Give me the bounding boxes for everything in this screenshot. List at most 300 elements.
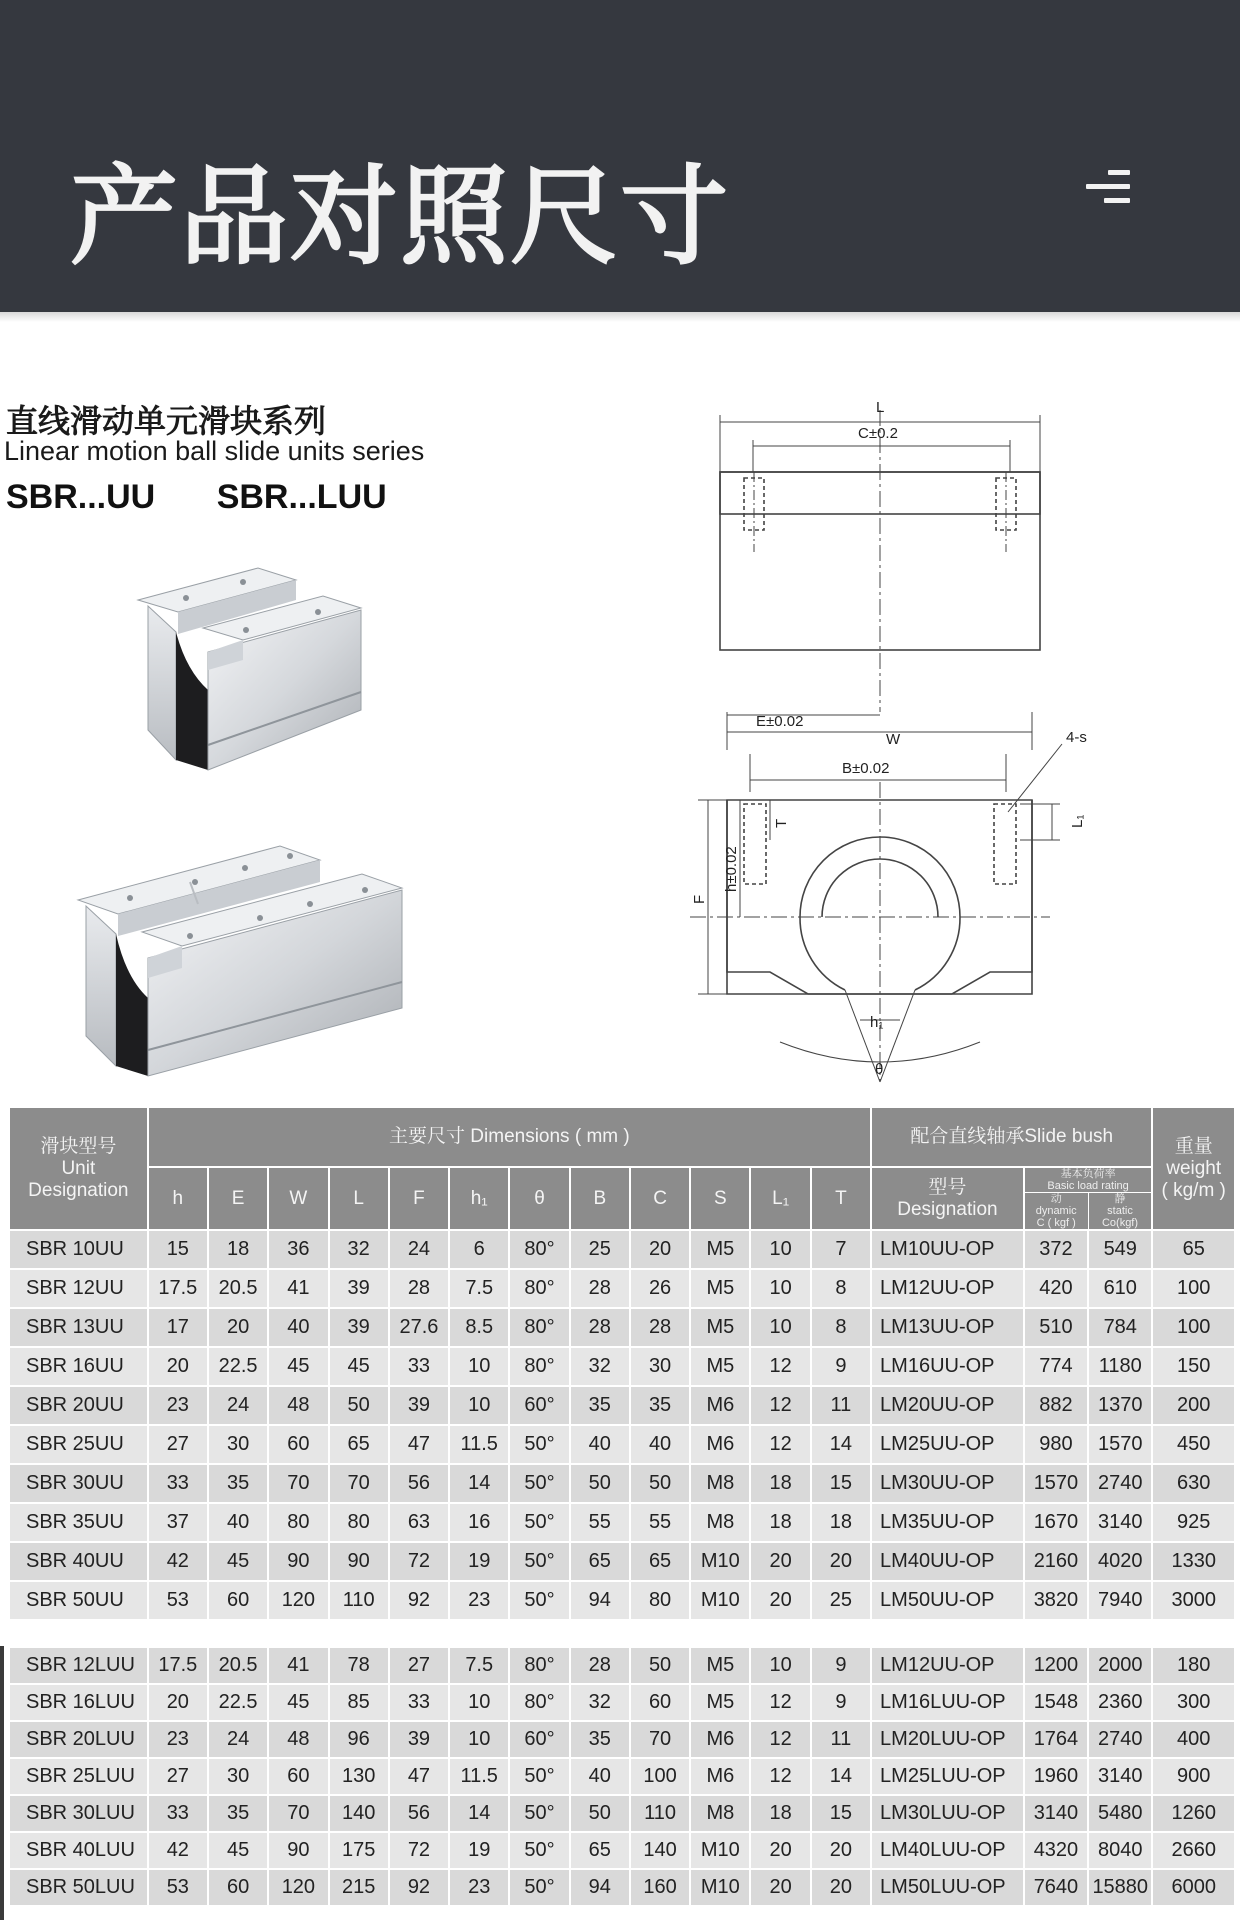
table-row-luu (9, 1758, 1235, 1795)
table-cell: 80° (509, 1230, 569, 1269)
table-cell: 35 (208, 1464, 268, 1503)
col-load-rating: 基本负荷率 Basic load rating 动 dynamic C ( kgf ) 静 static Co(kgf) (1024, 1167, 1153, 1230)
col-dynamic: 动 dynamic C ( kgf ) (1025, 1193, 1089, 1229)
dim-W: W (886, 731, 901, 748)
product-image-sbr-luu (70, 838, 410, 1078)
product-image-sbr-uu (128, 560, 368, 780)
table-cell: 65 (329, 1425, 389, 1464)
bush-designation-cell: LM40LUU-OP (871, 1832, 1024, 1869)
table-cell: 60 (208, 1581, 268, 1620)
bush-designation-cell: LM12UU-OP (871, 1647, 1024, 1684)
col-S: S (690, 1167, 750, 1230)
unit-designation-cell: SBR 16UU (9, 1347, 148, 1386)
table-cell: 42 (148, 1832, 208, 1869)
bush-designation-cell: LM30UU-OP (871, 1464, 1024, 1503)
table-cell: 14 (449, 1795, 509, 1832)
table-cell: 20 (811, 1832, 871, 1869)
table-cell: 85 (329, 1684, 389, 1721)
table-cell: 63 (389, 1503, 449, 1542)
table-cell: 50° (509, 1758, 569, 1795)
table-cell: 300 (1152, 1684, 1235, 1721)
table-cell: 100 (630, 1758, 690, 1795)
table-cell: 80 (630, 1581, 690, 1620)
table-cell: 42 (148, 1542, 208, 1581)
table-cell: M5 (690, 1684, 750, 1721)
table-cell: 30 (208, 1758, 268, 1795)
header-dimensions: 主要尺寸 Dimensions ( mm ) (148, 1107, 871, 1167)
table-cell: 50 (630, 1647, 690, 1684)
table-cell: 15880 (1088, 1869, 1152, 1906)
table-cell: 882 (1024, 1386, 1088, 1425)
table-cell: 3820 (1024, 1581, 1088, 1620)
table-cell: 18 (750, 1464, 810, 1503)
series-models (6, 478, 439, 517)
dim-h: h±0.02 (723, 846, 740, 892)
table-row-uu (9, 1542, 1235, 1581)
table-row-luu (9, 1721, 1235, 1758)
bush-designation-cell: LM30LUU-OP (871, 1795, 1024, 1832)
bush-designation-cell: LM13UU-OP (871, 1308, 1024, 1347)
table-cell: 32 (329, 1230, 389, 1269)
table-cell: 35 (570, 1386, 630, 1425)
table-cell: 19 (449, 1542, 509, 1581)
table-cell: 16 (449, 1503, 509, 1542)
table-row-uu (9, 1464, 1235, 1503)
table-cell: 20 (750, 1869, 810, 1906)
table-cell: 33 (389, 1347, 449, 1386)
table-cell: 50° (509, 1795, 569, 1832)
col-F: F (389, 1167, 449, 1230)
unit-designation-cell: SBR 25LUU (9, 1758, 148, 1795)
table-cell: 120 (268, 1581, 328, 1620)
table-cell: 10 (449, 1684, 509, 1721)
table-cell: M10 (690, 1832, 750, 1869)
table-cell: 50° (509, 1425, 569, 1464)
table-cell: 160 (630, 1869, 690, 1906)
table-cell: 60° (509, 1386, 569, 1425)
table-cell: 23 (449, 1869, 509, 1906)
table-cell: 28 (570, 1269, 630, 1308)
col-C: C (630, 1167, 690, 1230)
table-cell: 1370 (1088, 1386, 1152, 1425)
table-cell: 7.5 (449, 1269, 509, 1308)
table-cell: 40 (268, 1308, 328, 1347)
table-cell: 20 (148, 1684, 208, 1721)
table-cell: 41 (268, 1647, 328, 1684)
table-cell: 56 (389, 1464, 449, 1503)
table-cell: 33 (389, 1684, 449, 1721)
dim-B: B±0.02 (842, 760, 890, 777)
table-cell: 39 (329, 1308, 389, 1347)
table-cell: 4020 (1088, 1542, 1152, 1581)
table-cell: 5480 (1088, 1795, 1152, 1832)
table-cell: 39 (389, 1721, 449, 1758)
table-cell: 11.5 (449, 1425, 509, 1464)
table-cell: 27.6 (389, 1308, 449, 1347)
table-cell: 40 (630, 1425, 690, 1464)
table-cell: 1200 (1024, 1647, 1088, 1684)
table-cell: 80° (509, 1647, 569, 1684)
table-cell: 17.5 (148, 1647, 208, 1684)
table-cell: 9 (811, 1684, 871, 1721)
col-E: E (208, 1167, 268, 1230)
table-cell: 60 (630, 1684, 690, 1721)
table-cell: 50° (509, 1869, 569, 1906)
table-cell: 90 (329, 1542, 389, 1581)
table-cell: 50° (509, 1832, 569, 1869)
table-cell: 45 (268, 1347, 328, 1386)
unit-designation-cell: SBR 50UU (9, 1581, 148, 1620)
table-cell: 60° (509, 1721, 569, 1758)
table-cell: 50 (570, 1795, 630, 1832)
bush-designation-cell: LM25LUU-OP (871, 1758, 1024, 1795)
header-unit-designation: 滑块型号 Unit Designation (9, 1107, 148, 1230)
bush-designation-cell: LM25UU-OP (871, 1425, 1024, 1464)
table-cell: M5 (690, 1230, 750, 1269)
dim-E: E±0.02 (756, 713, 804, 730)
table-cell: 23 (148, 1386, 208, 1425)
unit-designation-cell: SBR 12UU (9, 1269, 148, 1308)
table-cell: 45 (329, 1347, 389, 1386)
table-row-luu (9, 1832, 1235, 1869)
table-cell: 18 (750, 1503, 810, 1542)
menu-icon[interactable] (1082, 170, 1130, 206)
table-row-uu (9, 1347, 1235, 1386)
table-cell: 39 (389, 1386, 449, 1425)
bush-designation-cell: LM50UU-OP (871, 1581, 1024, 1620)
table-cell: 14 (811, 1425, 871, 1464)
unit-designation-cell: SBR 30UU (9, 1464, 148, 1503)
table-cell: M6 (690, 1425, 750, 1464)
table-cell: 7940 (1088, 1581, 1152, 1620)
table-cell: 610 (1088, 1269, 1152, 1308)
table-cell: 72 (389, 1542, 449, 1581)
table-cell: 50° (509, 1542, 569, 1581)
table-cell: 10 (750, 1647, 810, 1684)
header-slide-bush: 配合直线轴承Slide bush (871, 1107, 1152, 1167)
table-cell: 18 (750, 1795, 810, 1832)
table-cell: 53 (148, 1869, 208, 1906)
table-cell: 12 (750, 1425, 810, 1464)
table-cell: 14 (811, 1758, 871, 1795)
table-cell: 120 (268, 1869, 328, 1906)
table-cell: 12 (750, 1721, 810, 1758)
bush-designation-cell: LM12UU-OP (871, 1269, 1024, 1308)
table-cell: 420 (1024, 1269, 1088, 1308)
table-cell: 2740 (1088, 1464, 1152, 1503)
table-cell: 55 (630, 1503, 690, 1542)
table-cell: M5 (690, 1269, 750, 1308)
table-cell: 175 (329, 1832, 389, 1869)
table-row-uu (9, 1503, 1235, 1542)
table-row-uu (9, 1230, 1235, 1269)
bush-designation-cell: LM50LUU-OP (871, 1869, 1024, 1906)
table-cell: 33 (148, 1795, 208, 1832)
table-cell: M6 (690, 1721, 750, 1758)
page-title: 产品对照尺寸 (70, 155, 731, 280)
model-uu: SBR...UU (6, 478, 156, 516)
table-cell: 1260 (1152, 1795, 1235, 1832)
table-cell: 90 (268, 1832, 328, 1869)
table-cell: 7.5 (449, 1647, 509, 1684)
table-cell: 215 (329, 1869, 389, 1906)
table-cell: 40 (570, 1758, 630, 1795)
table-cell: 11.5 (449, 1758, 509, 1795)
table-cell: 1764 (1024, 1721, 1088, 1758)
table-cell: 774 (1024, 1347, 1088, 1386)
unit-designation-cell: SBR 20LUU (9, 1721, 148, 1758)
table-cell: M6 (690, 1758, 750, 1795)
table-cell: 24 (208, 1721, 268, 1758)
table-cell: 22.5 (208, 1347, 268, 1386)
table-cell: 70 (268, 1464, 328, 1503)
table-cell: 47 (389, 1758, 449, 1795)
technical-drawing (690, 392, 1210, 1092)
table-cell: 8.5 (449, 1308, 509, 1347)
table-cell: 80 (329, 1503, 389, 1542)
table-cell: 2360 (1088, 1684, 1152, 1721)
unit-designation-cell: SBR 50LUU (9, 1869, 148, 1906)
dim-C: C±0.2 (858, 425, 898, 442)
table-cell: M10 (690, 1869, 750, 1906)
dim-L1: L₁ (1069, 814, 1086, 828)
table-cell: 45 (268, 1684, 328, 1721)
table-cell: 100 (1152, 1308, 1235, 1347)
table-cell: 4320 (1024, 1832, 1088, 1869)
table-cell: 60 (268, 1758, 328, 1795)
table-cell: 32 (570, 1347, 630, 1386)
table-cell: 92 (389, 1869, 449, 1906)
table-cell: 980 (1024, 1425, 1088, 1464)
unit-designation-cell: SBR 16LUU (9, 1684, 148, 1721)
table-cell: 72 (389, 1832, 449, 1869)
table-cell: 37 (148, 1503, 208, 1542)
table-cell: 1548 (1024, 1684, 1088, 1721)
table-cell: 53 (148, 1581, 208, 1620)
table-cell: 110 (630, 1795, 690, 1832)
table-cell: M8 (690, 1795, 750, 1832)
table-cell: 32 (570, 1684, 630, 1721)
table-cell: 6 (449, 1230, 509, 1269)
table-cell: 900 (1152, 1758, 1235, 1795)
table-cell: 18 (811, 1503, 871, 1542)
table-cell: 24 (389, 1230, 449, 1269)
table-cell: 925 (1152, 1503, 1235, 1542)
table-cell: 7 (811, 1230, 871, 1269)
table-cell: 65 (570, 1542, 630, 1581)
table-cell: 11 (811, 1721, 871, 1758)
table-cell: 27 (389, 1647, 449, 1684)
col-L1: L₁ (750, 1167, 810, 1230)
col-T: T (811, 1167, 871, 1230)
table-cell: M10 (690, 1581, 750, 1620)
table-cell: 30 (630, 1347, 690, 1386)
table-cell: 10 (750, 1308, 810, 1347)
table-cell: 9 (811, 1647, 871, 1684)
table-cell: 56 (389, 1795, 449, 1832)
table-cell: 23 (449, 1581, 509, 1620)
unit-designation-cell: SBR 40LUU (9, 1832, 148, 1869)
table-cell: 400 (1152, 1721, 1235, 1758)
col-W: W (268, 1167, 328, 1230)
table-cell: 140 (630, 1832, 690, 1869)
table-cell: 14 (449, 1464, 509, 1503)
table-cell: 20 (750, 1581, 810, 1620)
table-cell: 35 (630, 1386, 690, 1425)
unit-designation-cell: SBR 13UU (9, 1308, 148, 1347)
table-cell: 1330 (1152, 1542, 1235, 1581)
table-cell: 50° (509, 1464, 569, 1503)
dim-S: 4-s (1066, 729, 1087, 746)
table-row-luu (9, 1869, 1235, 1906)
table-cell: 60 (268, 1425, 328, 1464)
table-cell: 36 (268, 1230, 328, 1269)
table-cell: 70 (329, 1464, 389, 1503)
table-cell: 27 (148, 1758, 208, 1795)
table-cell: 80° (509, 1684, 569, 1721)
table-cell: 10 (750, 1269, 810, 1308)
table-cell: 2160 (1024, 1542, 1088, 1581)
table-cell: 47 (389, 1425, 449, 1464)
table-cell: 110 (329, 1581, 389, 1620)
table-cell: 78 (329, 1647, 389, 1684)
table-cell: 20 (208, 1308, 268, 1347)
table-cell: 3140 (1088, 1758, 1152, 1795)
table-cell: 1570 (1024, 1464, 1088, 1503)
table-cell: M5 (690, 1308, 750, 1347)
header-weight: 重量 weight ( kg/m ) (1152, 1107, 1235, 1230)
table-cell: 8 (811, 1308, 871, 1347)
header-divider (0, 312, 1240, 322)
table-cell: 94 (570, 1869, 630, 1906)
model-luu: SBR...LUU (216, 478, 387, 516)
table-cell: 200 (1152, 1386, 1235, 1425)
col-L: L (329, 1167, 389, 1230)
col-h1: h₁ (449, 1167, 509, 1230)
table-cell: 20 (811, 1542, 871, 1581)
table-row-uu (9, 1425, 1235, 1464)
table-cell: 10 (449, 1721, 509, 1758)
table-cell: 55 (570, 1503, 630, 1542)
table-cell: 20 (630, 1230, 690, 1269)
bush-designation-cell: LM20UU-OP (871, 1386, 1024, 1425)
table-row-uu (9, 1269, 1235, 1308)
table-cell: M10 (690, 1542, 750, 1581)
table-cell: 90 (268, 1542, 328, 1581)
table-cell: 10 (750, 1230, 810, 1269)
table-cell: 50° (509, 1503, 569, 1542)
col-static: 静 static Co(kgf) (1101, 1193, 1139, 1229)
table-cell: 15 (811, 1795, 871, 1832)
bush-designation-cell: LM40UU-OP (871, 1542, 1024, 1581)
table-cell: 20 (148, 1347, 208, 1386)
table-cell: 70 (630, 1721, 690, 1758)
table-row-uu (9, 1308, 1235, 1347)
table-cell: 35 (208, 1795, 268, 1832)
dim-T: T (773, 818, 790, 828)
table-cell: 28 (630, 1308, 690, 1347)
table-cell: 12 (750, 1684, 810, 1721)
col-bush-designation: 型号 Designation (871, 1167, 1024, 1230)
table-row-uu (9, 1581, 1235, 1620)
table-left-mark (0, 1646, 4, 1920)
col-theta: θ (509, 1167, 569, 1230)
table-cell: 3140 (1088, 1503, 1152, 1542)
table-cell: 9 (811, 1347, 871, 1386)
table-cell: M6 (690, 1386, 750, 1425)
dim-L: L (876, 399, 885, 416)
series-title-en: Linear motion ball slide units series (4, 436, 425, 466)
unit-designation-cell: SBR 20UU (9, 1386, 148, 1425)
series-title-cn: 直线滑动单元滑块系列 (6, 402, 327, 440)
table-cell: 33 (148, 1464, 208, 1503)
table-cell: 39 (329, 1269, 389, 1308)
table-cell: 3140 (1024, 1795, 1088, 1832)
table-cell: 450 (1152, 1425, 1235, 1464)
table-cell: 6000 (1152, 1869, 1235, 1906)
table-cell: 80° (509, 1308, 569, 1347)
table-cell: 65 (570, 1832, 630, 1869)
table-cell: 20.5 (208, 1269, 268, 1308)
table-cell: 94 (570, 1581, 630, 1620)
spec-table-uu (8, 1106, 1236, 1621)
table-cell: M5 (690, 1347, 750, 1386)
table-cell: 25 (811, 1581, 871, 1620)
table-cell: 8040 (1088, 1832, 1152, 1869)
table-cell: 11 (811, 1386, 871, 1425)
table-cell: 12 (750, 1758, 810, 1795)
table-row-luu (9, 1684, 1235, 1721)
table-cell: 70 (268, 1795, 328, 1832)
table-cell: 8 (811, 1269, 871, 1308)
table-cell: 1570 (1088, 1425, 1152, 1464)
table-cell: 30 (208, 1425, 268, 1464)
table-cell: M8 (690, 1464, 750, 1503)
table-cell: M8 (690, 1503, 750, 1542)
table-cell: 20 (811, 1869, 871, 1906)
spec-table-luu (8, 1646, 1236, 1907)
table-cell: 10 (449, 1386, 509, 1425)
bush-designation-cell: LM35UU-OP (871, 1503, 1024, 1542)
table-cell: M5 (690, 1647, 750, 1684)
table-cell: 19 (449, 1832, 509, 1869)
unit-designation-cell: SBR 40UU (9, 1542, 148, 1581)
table-cell: 10 (449, 1347, 509, 1386)
table-cell: 48 (268, 1721, 328, 1758)
table-cell: 65 (1152, 1230, 1235, 1269)
table-cell: 2000 (1088, 1647, 1152, 1684)
table-cell: 50 (329, 1386, 389, 1425)
table-cell: 20.5 (208, 1647, 268, 1684)
table-cell: 100 (1152, 1269, 1235, 1308)
table-cell: 26 (630, 1269, 690, 1308)
table-cell: 140 (329, 1795, 389, 1832)
table-cell: 92 (389, 1581, 449, 1620)
table-cell: 7640 (1024, 1869, 1088, 1906)
dim-theta: θ (875, 1061, 884, 1078)
table-cell: 60 (208, 1869, 268, 1906)
bush-designation-cell: LM20LUU-OP (871, 1721, 1024, 1758)
table-cell: 3000 (1152, 1581, 1235, 1620)
bush-designation-cell: LM16LUU-OP (871, 1684, 1024, 1721)
table-cell: 18 (208, 1230, 268, 1269)
dim-F: F (691, 894, 708, 904)
table-cell: 12 (750, 1386, 810, 1425)
table-cell: 12 (750, 1347, 810, 1386)
table-cell: 25 (570, 1230, 630, 1269)
col-B: B (570, 1167, 630, 1230)
page-header (0, 0, 1240, 312)
